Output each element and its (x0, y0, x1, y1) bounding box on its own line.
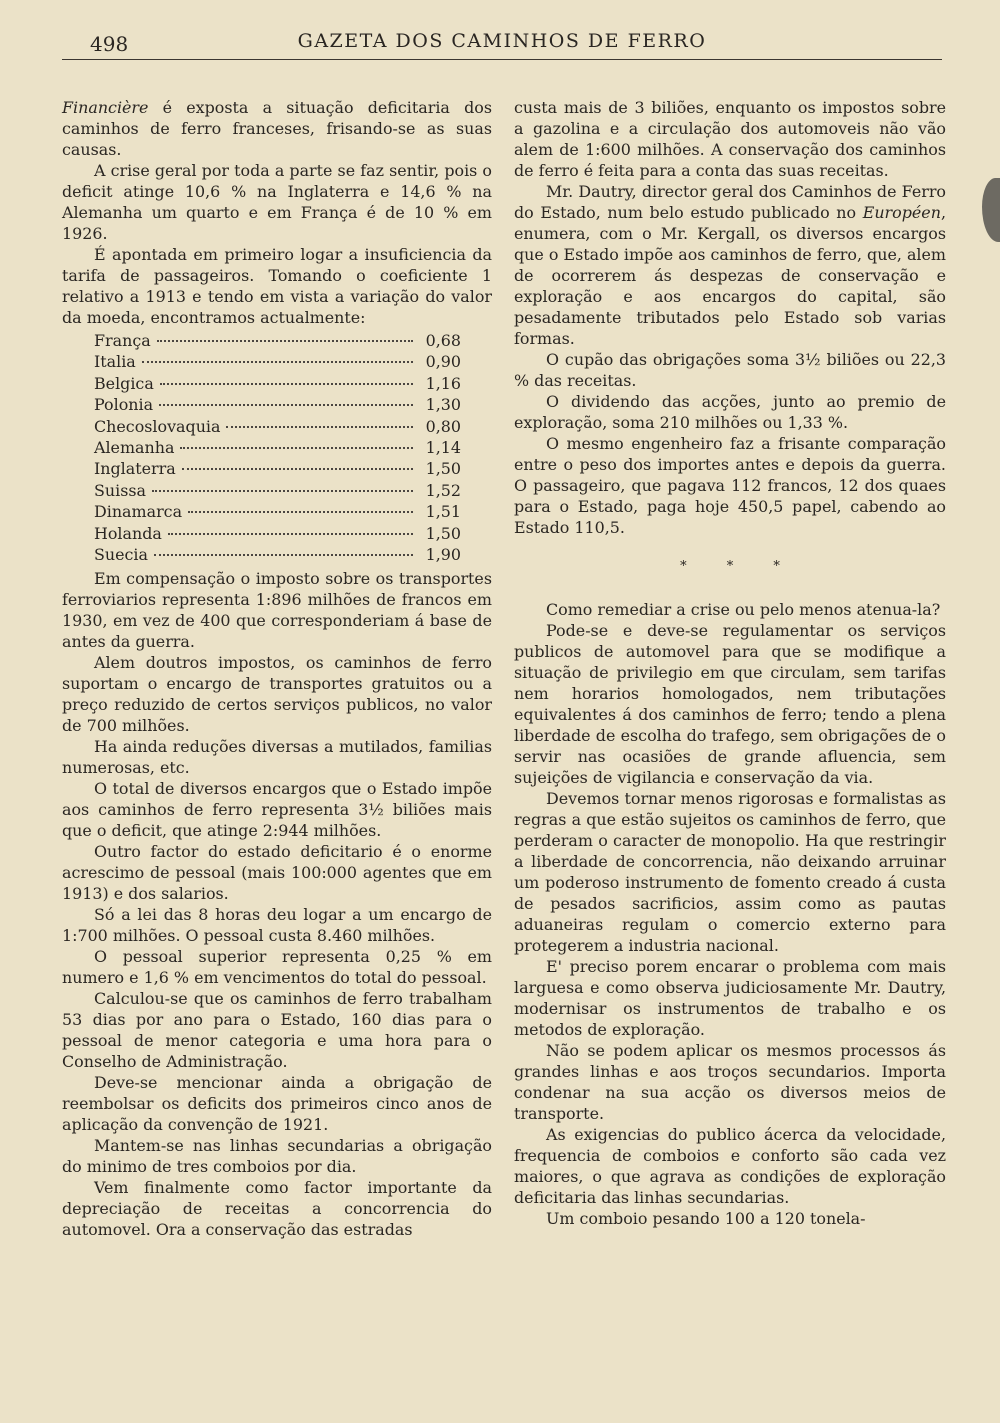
country-name: Italia (94, 352, 136, 372)
coefficient-value: 0,90 (425, 352, 461, 372)
coefficient-value: 1,50 (425, 459, 461, 479)
left-column (62, 97, 492, 1240)
coefficient-value: 1,16 (425, 373, 461, 393)
paragraph: O cupão das obrigações soma 3½ biliões ou 22,3 % das receitas. (514, 350, 946, 390)
list-item (62, 544, 492, 565)
paragraph: Um comboio pesando 100 a 120 tonela- (546, 1209, 866, 1228)
header-rule (62, 59, 942, 60)
list-item (62, 501, 492, 522)
publication-name: Financière (62, 98, 149, 117)
list-item (62, 351, 492, 372)
paragraph: Financière é exposta a situação deficitaria dos caminhos de ferro franceses, frisando-se as suas causas. (62, 98, 492, 159)
leader-dots (160, 383, 413, 385)
country-name: Dinamarca (94, 502, 183, 522)
country-name: Holanda (94, 523, 162, 543)
leader-dots (157, 340, 413, 342)
coefficient-value: 1,51 (425, 502, 461, 522)
paragraph: Pode-se e deve-se regulamentar os serviços publicos de automovel para que se modifique a situação de privilegio em que circulam, sem tarifas nem horarios homologados, nem tributações equivalentes á dos caminhos de ferro; tendo a plena liberdade de escolha do trafego, sem obrigações de o servir nas ocasiões de grande afluencia, sem sujeições de vigilancia e conservação da via. (514, 621, 946, 787)
coefficient-value: 0,80 (425, 416, 461, 436)
paragraph: Mr. Dautry, director geral dos Caminhos de Ferro do Estado, num belo estudo publicado no Européen, enumera, com o Mr. Kergall, os diversos encargos que o Estado impõe aos caminhos de ferro, que, alem de ocorrerem ás despezas de conservação e exploração e aos encargos do capital, são pesadamente tributados pelo Estado sob varias formas. (514, 182, 946, 348)
paragraph: Como remediar a crise ou pelo menos atenua-la? (546, 600, 941, 619)
paragraph: Calculou-se que os caminhos de ferro trabalham 53 dias por ano para o Estado, 160 dias para o pessoal de menor categoria e uma hora para o Conselho de Administração. (62, 989, 492, 1072)
leader-dots (142, 361, 413, 363)
list-item (62, 480, 492, 501)
leader-dots (152, 490, 413, 492)
ink-blot (982, 178, 1000, 242)
leader-dots (154, 554, 413, 556)
country-name: Polonia (94, 395, 154, 415)
list-item (62, 437, 492, 458)
publication-name: Européen (862, 203, 941, 222)
paragraph: O pessoal superior representa 0,25 % em numero e 1,6 % em vencimentos do total do pessoal. (62, 947, 492, 988)
leader-dots (159, 404, 413, 406)
paragraph: custa mais de 3 biliões, enquanto os impostos sobre a gazolina e a circulação dos automoveis não vão alem de 1:600 milhões. A conservação dos caminhos de ferro é feita para a conta das suas receitas. (514, 98, 946, 180)
country-name: Alemanha (94, 437, 175, 457)
country-name: Checoslovaquia (94, 416, 221, 436)
coefficient-value: 1,90 (425, 544, 461, 564)
leader-dots (168, 533, 413, 535)
paragraph: Mantem-se nas linhas secundarias a obrigação do minimo de tres comboios por dia. (62, 1136, 492, 1177)
paragraph: O mesmo engenheiro faz a frisante comparação entre o peso dos importes antes e depois da guerra. O passageiro, que pagava 112 francos, 12 dos quaes para o Estado, paga hoje 450,5 papel, cabendo ao Estado 110,5. (514, 434, 946, 537)
leader-dots (180, 447, 413, 449)
paragraph: As exigencias do publico ácerca da velocidade, frequencia de comboios e conforto são cada vez maiores, o que agrava as condições de exploração deficitaria das linhas secundarias. (514, 1125, 946, 1207)
paragraph: Só a lei das 8 horas deu logar a um encargo de 1:700 milhões. O pessoal custa 8.460 milhões. (62, 905, 492, 946)
coefficient-value: 1,14 (425, 437, 461, 457)
paragraph: Em compensação o imposto sobre os transportes ferroviarios representa 1:896 milhões de francos em 1930, em vez de 400 que corresponderiam á base de antes da guerra. (62, 569, 492, 652)
coefficient-value: 1,50 (425, 523, 461, 543)
paragraph: Outro factor do estado deficitario é o enorme acrescimo de pessoal (mais 100:000 agentes que em 1913) e dos salarios. (62, 842, 492, 904)
country-name: Inglaterra (94, 459, 176, 479)
tariff-coefficient-list (62, 330, 492, 565)
coefficient-value: 0,68 (425, 331, 461, 350)
list-item (62, 330, 492, 351)
country-name: Suissa (94, 480, 146, 500)
paragraph: Não se podem aplicar os mesmos processos ás grandes linhas e aos troços secundarios. Importa condenar na sua acção os diversos meios de transporte. (514, 1041, 946, 1123)
list-item (62, 394, 492, 415)
leader-dots (182, 468, 413, 470)
page-number: 498 (90, 32, 129, 56)
paragraph: O total de diversos encargos que o Estado impõe aos caminhos de ferro representa 3½ biliões mais que o deficit, que atinge 2:944 milhões. (62, 779, 492, 841)
paragraph: É apontada em primeiro logar a insuficiencia da tarifa de passageiros. Tomando o coeficiente 1 relativo a 1913 e tendo em vista a variação do valor da moeda, encontramos actualmente: (62, 245, 492, 327)
list-item (62, 458, 492, 479)
leader-dots (188, 511, 413, 513)
paragraph: E' preciso porem encarar o problema com mais larguesa e como observa judiciosamente Mr. Dautry, modernisar os instrumentos de trabalho e os metodos de exploração. (514, 957, 946, 1039)
country-name: Suecia (94, 544, 148, 564)
list-item (62, 523, 492, 544)
list-item (62, 373, 492, 394)
running-title: GAZETA DOS CAMINHOS DE FERRO (297, 30, 707, 52)
paragraph: Devemos tornar menos rigorosas e formalistas as regras a que estão sujeitos os caminhos de ferro, que perderam o caracter de monopolio. Ha que restringir a liberdade de concorrencia, não deixando arruinar um poderoso instrumento de fomento creado á custa de pesados sacrificios, assim como as pautas aduaneiras regulam o comercio externo para protegerem a industria nacional. (514, 789, 946, 955)
paragraph: Alem doutros impostos, os caminhos de ferro suportam o encargo de transportes gratuitos ou a preço reduzido de certos serviços publicos, no valor de 700 milhões. (62, 653, 492, 736)
list-item (62, 416, 492, 437)
paragraph: Vem finalmente como factor importante da depreciação de receitas a concorrencia do automovel. Ora a conservação das estradas (62, 1178, 492, 1240)
page-header (62, 26, 942, 62)
coefficient-value: 1,30 (425, 395, 461, 415)
coefficient-value: 1,52 (425, 480, 461, 500)
paragraph: Deve-se mencionar ainda a obrigação de reembolsar os deficits dos primeiros cinco anos de aplicação da convenção de 1921. (62, 1073, 492, 1135)
paragraph: Ha ainda reduções diversas a mutilados, familias numerosas, etc. (62, 737, 492, 778)
leader-dots (226, 426, 413, 428)
country-name: França (94, 331, 151, 350)
section-separator: * * * (680, 559, 798, 574)
country-name: Belgica (94, 373, 154, 393)
paragraph: A crise geral por toda a parte se faz sentir, pois o deficit atinge 10,6 % na Inglaterra e 14,6 % na Alemanha um quarto e em França é de 10 % em 1926. (62, 161, 492, 243)
right-column (514, 97, 946, 1229)
paragraph: O dividendo das acções, junto ao premio de exploração, soma 210 milhões ou 1,33 %. (514, 392, 946, 432)
